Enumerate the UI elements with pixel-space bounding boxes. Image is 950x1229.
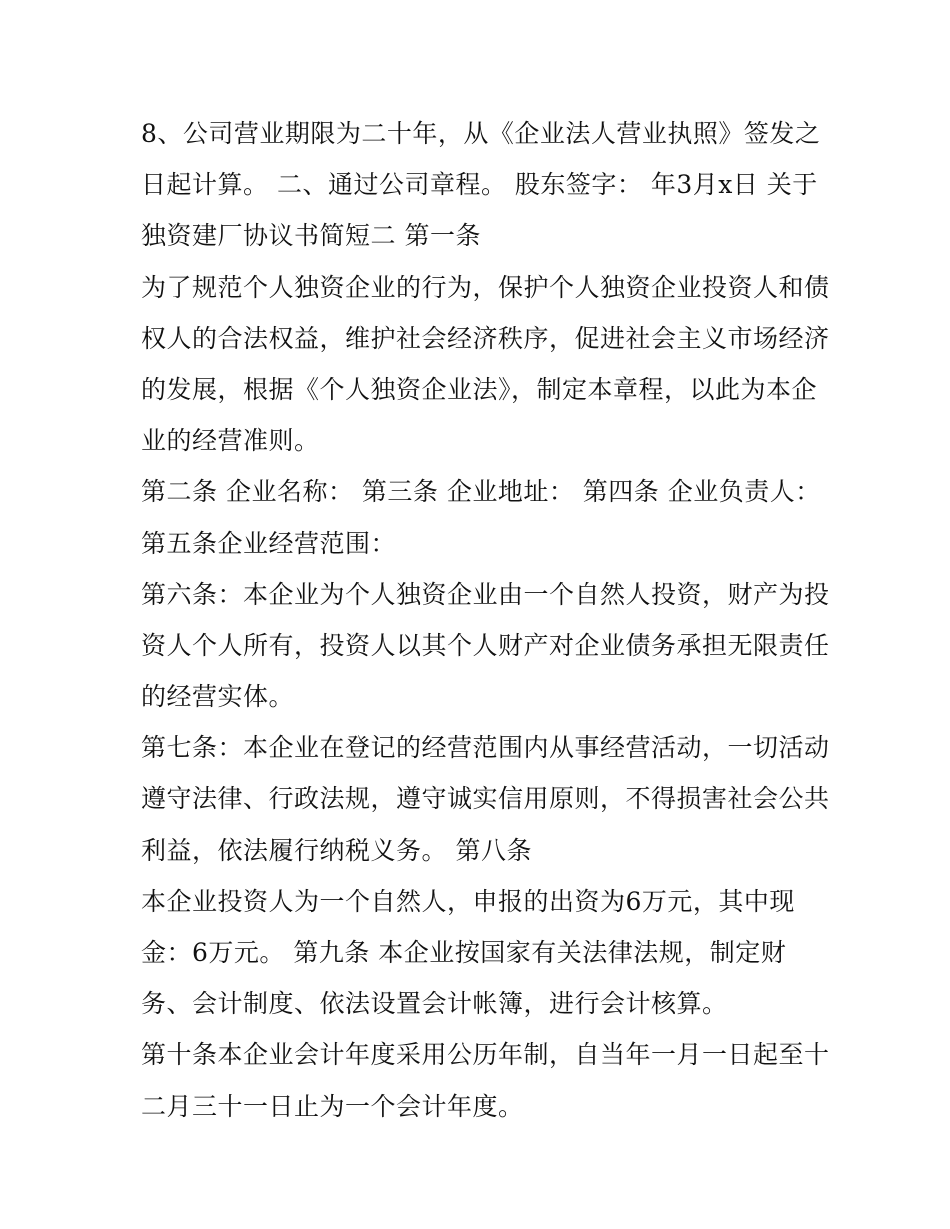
text-line: 独资建厂协议书简短二 第一条 — [141, 221, 481, 251]
text-line: 二月三十一日止为一个会计年度。 — [141, 1091, 524, 1121]
text-line: 第六条：本企业为个人独资企业由一个自然人投资，财产为投 — [141, 579, 830, 609]
text-line: 第五条企业经营范围： — [141, 528, 397, 558]
text-line: 的发展，根据《个人独资企业法》，制定本章程，以此为本企 — [141, 374, 818, 404]
text-line: 的经营实体。 — [141, 682, 295, 712]
text-line: 金：6万元。 第九条 本企业按国家有关法律法规，制定财 — [141, 938, 787, 967]
document-body — [141, 108, 830, 1132]
text-line: 业的经营准则。 — [141, 426, 320, 456]
text-line: 日起计算。 二、通过公司章程。 股东签字： 年3月x日 关于 — [141, 170, 818, 200]
text-line: 遵守法律、行政法规，遵守诚实信用原则，不得损害社会公共 — [141, 784, 830, 814]
text-line: 第二条 企业名称： 第三条 企业地址： 第四条 企业负责人： — [141, 477, 821, 507]
text-line: 8、公司营业期限为二十年，从《企业法人营业执照》签发之 — [141, 119, 821, 148]
text-line: 权人的合法权益，维护社会经济秩序，促进社会主义市场经济 — [141, 323, 830, 353]
text-line: 务、会计制度、依法设置会计帐簿，进行会计核算。 — [141, 989, 728, 1019]
text-line: 利益，依法履行纳税义务。 第八条 — [141, 835, 532, 865]
text-line: 为了规范个人独资企业的行为，保护个人独资企业投资人和债 — [141, 272, 830, 302]
text-line: 本企业投资人为一个自然人，申报的出资为6万元，其中现 — [141, 886, 795, 916]
text-line: 第十条本企业会计年度采用公历年制，自当年一月一日起至十 — [141, 1040, 830, 1070]
text-line: 资人个人所有，投资人以其个人财产对企业债务承担无限责任 — [141, 630, 830, 660]
text-line: 第七条：本企业在登记的经营范围内从事经营活动，一切活动 — [141, 733, 830, 763]
